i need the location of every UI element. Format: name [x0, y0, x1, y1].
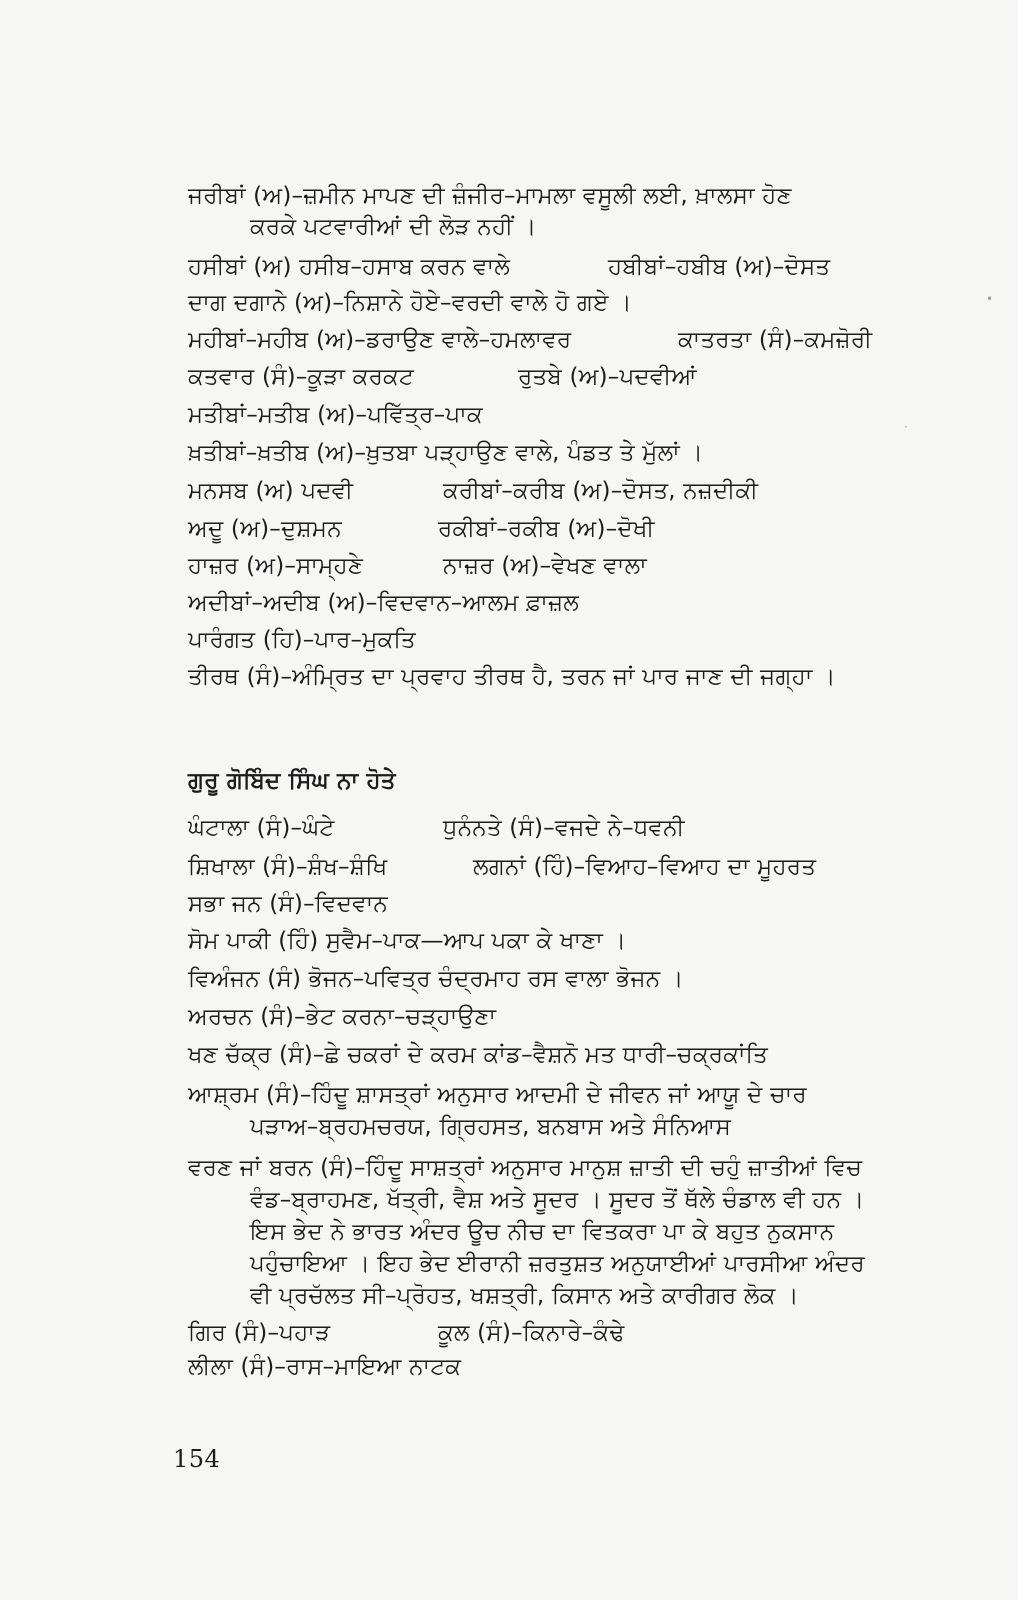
entry-line: ਕਤਵਾਰ (ਸੰ)–ਕੂੜਾ ਕਰਕਟ	[188, 364, 414, 390]
page-number: 154	[173, 1445, 221, 1473]
entry-line: ਦਾਗ ਦਗਾਨੇ (ਅ)–ਨਿਸ਼ਾਨੇ ਹੋਏ–ਵਰਦੀ ਵਾਲੇ ਹੋ ਗਏ ।	[188, 290, 632, 316]
entry-line: ਅਰਚਨ (ਸੰ)–ਭੇਟ ਕਰਨਾ–ਚੜ੍ਹਾਉਣਾ	[188, 1004, 497, 1030]
scan-speck: •	[986, 292, 994, 306]
entry-line: ਖਣ ਚੱਕ੍ਰ (ਸੰ)–ਛੇ ਚਕਰਾਂ ਦੇ ਕਰਮ ਕਾਂਡ–ਵੈਸ਼ਨੋ ਮਤ ਧਾਰੀ–ਚਕ੍ਰਕਾਂਤਿ	[188, 1042, 768, 1068]
entry-line: ਸਭਾ ਜਨ (ਸੰ)–ਵਿਦਵਾਨ	[188, 891, 388, 917]
entry-line: ਅਦੂ (ਅ)–ਦੁਸ਼ਮਨ	[188, 516, 342, 542]
entry-continuation: ਕਰਕੇ ਪਟਵਾਰੀਆਂ ਦੀ ਲੋੜ ਨਹੀਂ ।	[250, 214, 537, 240]
entry-line: ਅਦੀਬਾਂ–ਅਦੀਬ (ਅ)–ਵਿਦਵਾਨ–ਆਲਮ ਫ਼ਾਜ਼ਲ	[188, 590, 580, 616]
entry-line: ਹਾਜ਼ਰ (ਅ)–ਸਾਮ੍ਹਣੇ	[188, 553, 364, 579]
entry-line: ਤੀਰਥ (ਸੰ)–ਅੰਮ੍ਰਿਤ ਦਾ ਪ੍ਰਵਾਹ ਤੀਰਥ ਹੈ, ਤਰਨ ਜਾਂ ਪਾਰ ਜਾਣ ਦੀ ਜਗ੍ਹਾ ।	[188, 664, 836, 690]
entry-line: ਮਤੀਬਾਂ–ਮਤੀਬ (ਅ)–ਪਵਿੱਤ੍ਰ–ਪਾਕ	[188, 402, 483, 428]
entry-line-right: ਰੁਤਬੇ (ਅ)–ਪਦਵੀਆਂ	[518, 364, 697, 390]
entry-line: ਪਾਰੰਗਤ (ਹਿ)–ਪਾਰ–ਮੁਕਤਿ	[188, 627, 416, 653]
scan-speck: ·	[904, 420, 908, 434]
entry-line: ਘੰਟਾਲਾ (ਸੰ)–ਘੰਟੇ	[188, 815, 335, 841]
entry-line-right: ਧੁਨੰਨਤੇ (ਸੰ)–ਵਜਦੇ ਨੇ–ਧਵਨੀ	[443, 815, 685, 841]
entry-continuation: ਪਹੁੰਚਾਇਆ । ਇਹ ਭੇਦ ਈਰਾਨੀ ਜ਼ਰਤੁਸ਼ਤ ਅਨੁਯਾਈਆਂ ਪਾਰਸੀਆ ਅੰਦਰ	[250, 1251, 865, 1277]
entry-line-right: ਕਾਤਰਤਾ (ਸੰ)–ਕਮਜ਼ੋਰੀ	[678, 327, 873, 353]
entry-line: ਵਿਅੰਜਨ (ਸੰ) ਭੋਜਨ–ਪਵਿਤ੍ਰ ਚੰਦ੍ਰਮਾਹ ਰਸ ਵਾਲਾ ਭੋਜਨ ।	[188, 966, 684, 992]
entry-line: ਸੋਮ ਪਾਕੀ (ਹਿੰ) ਸੁਵੈਮ–ਪਾਕ—ਆਪ ਪਕਾ ਕੇ ਖਾਣਾ ।	[188, 928, 627, 954]
entry-line-right: ਲਗਨਾਂ (ਹਿੰ)–ਵਿਆਹ–ਵਿਆਹ ਦਾ ਮੂਹਰਤ	[473, 854, 817, 880]
entry-line: ਲੀਲਾ (ਸੰ)–ਰਾਸ–ਮਾਇਆ ਨਾਟਕ	[188, 1354, 462, 1380]
entry-line: ਮਨਸਬ (ਅ) ਪਦਵੀ	[188, 478, 354, 504]
entry-line-right: ਰਕੀਬਾਂ–ਰਕੀਬ (ਅ)–ਦੋਖੀ	[438, 516, 655, 542]
entry-line: ਸ਼ਿਖਾਲਾ (ਸੰ)–ਸ਼ੰਖ–ਸ਼ੰਖਿ	[188, 854, 388, 880]
entry-line: ਵਰਣ ਜਾਂ ਬਰਨ (ਸੰ)–ਹਿੰਦੂ ਸਾਸ਼ਤ੍ਰਾਂ ਅਨੁਸਾਰ ਮਾਨੁਸ਼ ਜ਼ਾਤੀ ਦੀ ਚਹੁੰ ਜ਼ਾਤੀਆਂ ਵਿਚ	[188, 1155, 863, 1181]
entry-line-right: ਨਾਜ਼ਰ (ਅ)–ਵੇਖਣ ਵਾਲਾ	[443, 553, 647, 579]
entry-line: ਹਸੀਬਾਂ (ਅ) ਹਸੀਬ–ਹਸਾਬ ਕਰਨ ਵਾਲੇ	[188, 254, 511, 280]
entry-line: ਗਿਰ (ਸੰ)–ਪਹਾੜ	[188, 1320, 331, 1346]
entry-line: ਮਹੀਬਾਂ–ਮਹੀਬ (ਅ)–ਡਰਾਉਣ ਵਾਲੇ–ਹਮਲਾਵਰ	[188, 327, 572, 353]
entry-line: ਜਰੀਬਾਂ (ਅ)–ਜ਼ਮੀਨ ਮਾਪਣ ਦੀ ਜ਼ੰਜੀਰ–ਮਾਮਲਾ ਵਸੂਲੀ ਲਈ, ਖ਼ਾਲਸਾ ਹੋਣ	[188, 183, 792, 209]
entry-line-right: ਕੂਲ (ਸੰ)–ਕਿਨਾਰੇ–ਕੰਢੇ	[438, 1320, 625, 1346]
entry-continuation: ਵੀ ਪ੍ਰਚੱਲਤ ਸੀ–ਪ੍ਰੋਹਤ, ਖਸ਼ਤ੍ਰੀ, ਕਿਸਾਨ ਅਤੇ ਕਾਰੀਗਰ ਲੋਕ ।	[250, 1283, 799, 1309]
entry-continuation: ਵੰਡ–ਬ੍ਰਾਹਮਣ, ਖੱਤ੍ਰੀ, ਵੈਸ਼ ਅਤੇ ਸੂਦਰ । ਸੂਦਰ ਤੋਂ ਥੱਲੇ ਚੰਡਾਲ ਵੀ ਹਨ ।	[250, 1187, 865, 1213]
section-heading: ਗੁਰੂ ਗੋਬਿੰਦ ਸਿੰਘ ਨਾ ਹੋਤੇ	[188, 768, 396, 794]
entry-line-right: ਕਰੀਬਾਂ–ਕਰੀਬ (ਅ)–ਦੋਸਤ, ਨਜ਼ਦੀਕੀ	[443, 478, 759, 504]
entry-line: ਖ਼ਤੀਬਾਂ–ਖ਼ਤੀਬ (ਅ)–ਖ਼ੁਤਬਾ ਪੜ੍ਹਾਉਣ ਵਾਲੇ, ਪੰਡਤ ਤੇ ਮੁੱਲਾਂ ।	[188, 440, 704, 466]
entry-line-right: ਹਬੀਬਾਂ–ਹਬੀਬ (ਅ)–ਦੋਸਤ	[608, 254, 831, 280]
entry-line: ਆਸ਼੍ਰਮ (ਸੰ)–ਹਿੰਦੂ ਸ਼ਾਸਤ੍ਰਾਂ ਅਨੁਸਾਰ ਆਦਮੀ ਦੇ ਜੀਵਨ ਜਾਂ ਆਯੂ ਦੇ ਚਾਰ	[188, 1082, 807, 1108]
entry-continuation: ਪੜਾਅ–ਬ੍ਰਹਮਚਰਯ, ਗ੍ਰਿਹਸਤ, ਬਨਬਾਸ ਅਤੇ ਸੰਨਿਆਸ	[250, 1114, 732, 1140]
entry-continuation: ਇਸ ਭੇਦ ਨੇ ਭਾਰਤ ਅੰਦਰ ਊਚ ਨੀਚ ਦਾ ਵਿਤਕਰਾ ਪਾ ਕੇ ਬਹੁਤ ਨੁਕਸਾਨ	[250, 1219, 835, 1245]
